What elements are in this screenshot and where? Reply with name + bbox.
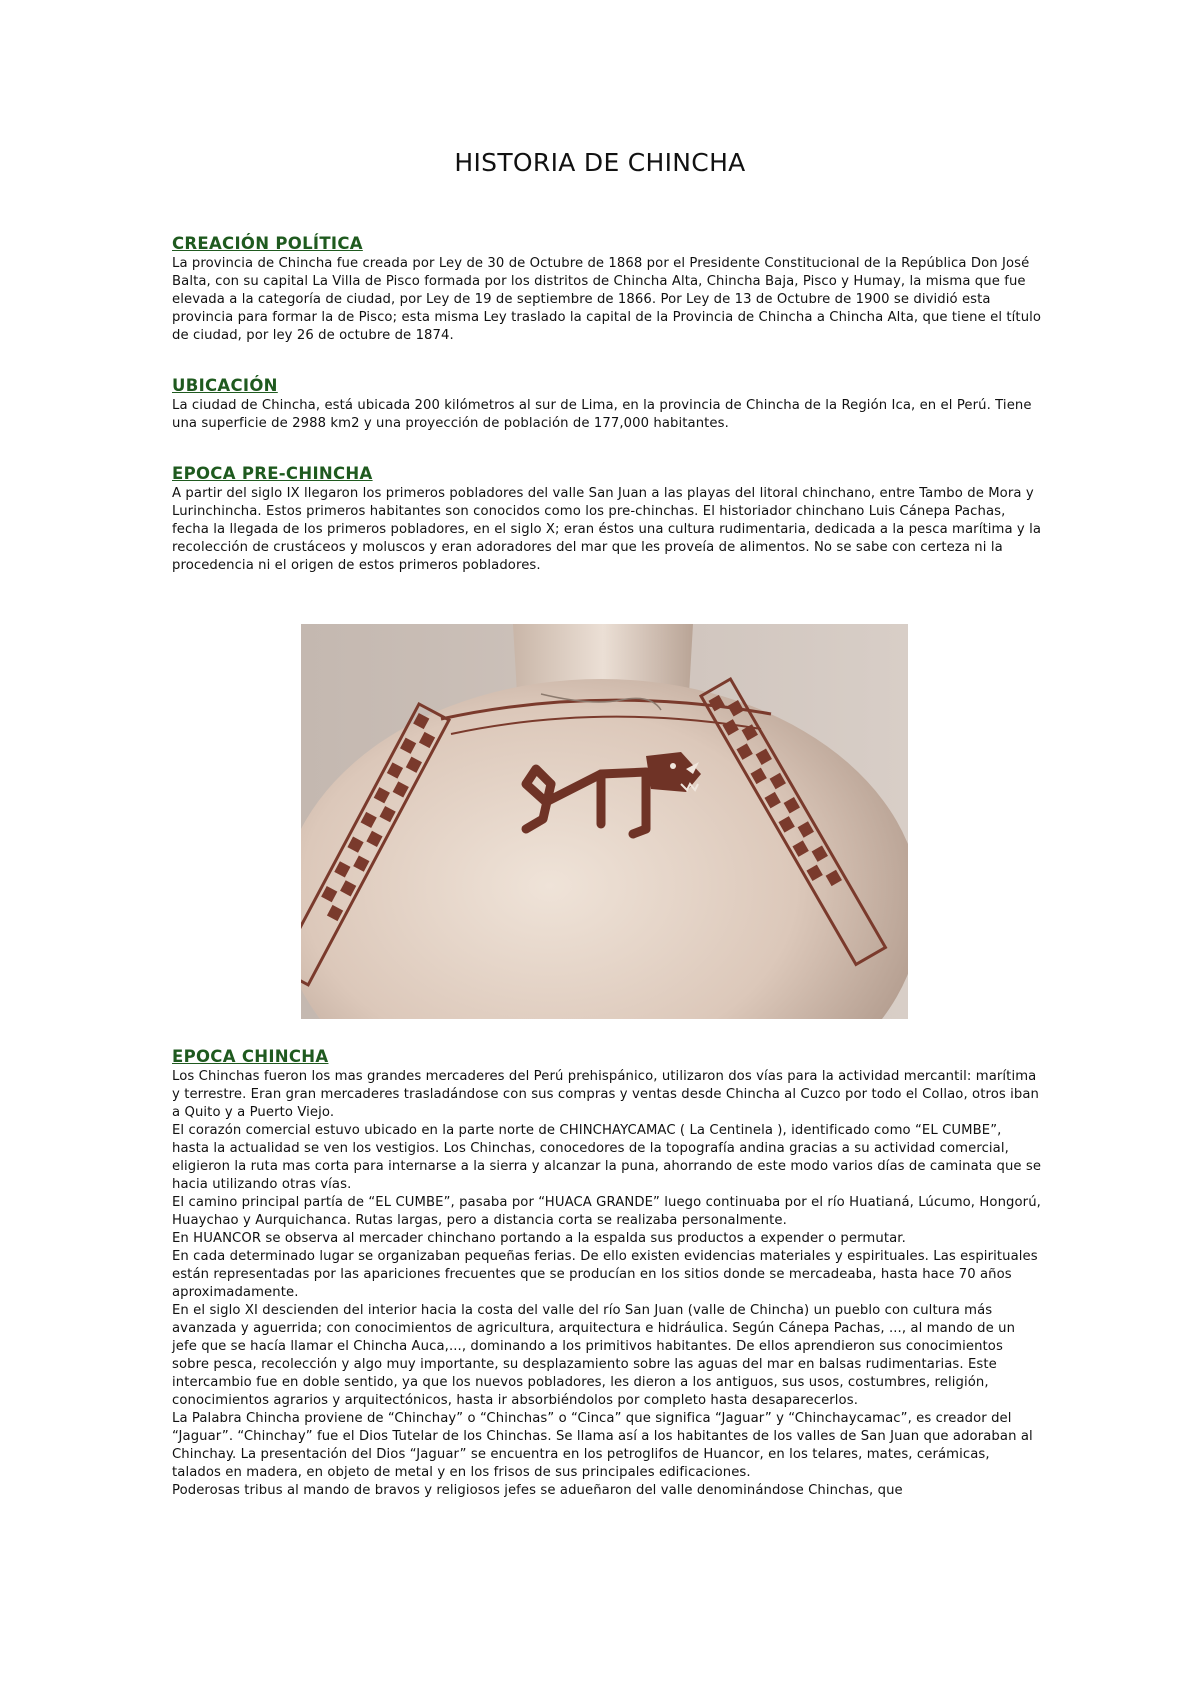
paragraph: A partir del siglo IX llegaron los primeros pobladores del valle San Juan a las playas del litoral chinchano, entre Tambo de Mora y Lurinchincha. Estos primeros habitantes son conocidos como los pre-chinchas. El historiador chinchano Luis Cánepa Pachas, fecha la llegada de los primeros pobladores, en el siglo X; eran éstos una cultura rudimentaria, dedicada a la pesca marítima y la recolección de crustáceos y moluscos y eran adoradores del mar que les proveía de alimentos. No se sabe con certeza ni la procedencia ni el origen de estos primeros pobladores.	[172, 486, 1042, 573]
paragraph: El corazón comercial estuvo ubicado en la parte norte de CHINCHAYCAMAC ( La Centinela ), identificado como “EL CUMBE”, hasta la actualidad se ven los vestigios. Los Chinchas, conocedores de la topografía andina gracias a su actividad comercial, eligieron la ruta mas corta para internarse a la sierra y alcanzar la puna, ahorrando de este modo varios días de caminata que se hacia utilizando otras vías.	[172, 1123, 1042, 1192]
paragraph: El camino principal partía de “EL CUMBE”, pasaba por “HUACA GRANDE” luego continuaba por el río Huatianá, Lúcumo, Hongorú, Huaychao y Aurquichanca. Rutas largas, pero a distancia corta se realizaba personalmente.	[172, 1195, 1041, 1228]
section-heading: UBICACIÓN	[172, 376, 278, 395]
vessel-illustration	[301, 624, 908, 1019]
paragraph: La ciudad de Chincha, está ubicada 200 kilómetros al sur de Lima, en la provincia de Chincha de la Región Ica, en el Perú. Tiene una superficie de 2988 km2 y una proyección de población de 177,000 habitantes.	[172, 398, 1032, 431]
paragraph: En cada determinado lugar se organizaban pequeñas ferias. De ello existen evidencias materiales y espirituales. Las espirituales están representadas por las apariciones frecuentes que se producían en los sitios donde se mercadeaba, hasta hace 70 años aproximadamente.	[172, 1249, 1038, 1300]
paragraph: La Palabra Chincha proviene de “Chinchay” o “Chinchas” o “Cinca” que significa “Jaguar” y “Chinchaycamac”, es creador del “Jaguar”. “Chinchay” fue el Dios Tutelar de los Chinchas. Se llama así a los habitantes de los valles de San Juan que adoraban al Chinchay. La presentación del Dios “Jaguar” se encuentra en los petroglifos de Huancor, en los telares, mates, cerámicas, talados en madera, en objeto de metal y en los frisos de sus principales edificaciones.	[172, 1411, 1033, 1480]
paragraph: La provincia de Chincha fue creada por Ley de 30 de Octubre de 1868 por el Presidente Constitucional de la República Don José Balta, con su capital La Villa de Pisco formada por los distritos de Chincha Alta, Chincha Baja, Pisco y Humay, la misma que fue elevada a la categoría de ciudad, por Ley de 19 de septiembre de 1866. Por Ley de 13 de Octubre de 1900 se dividió esta provincia para formar la de Pisco; esta misma Ley traslado la capital de la Provincia de Chincha a Chincha Alta, que tiene el título de ciudad, por ley 26 de octubre de 1874.	[172, 256, 1042, 343]
section-heading: EPOCA CHINCHA	[172, 1047, 329, 1066]
section-epoca-chincha	[172, 1046, 1042, 1500]
paragraph: En HUANCOR se observa al mercader chinchano portando a la espalda sus productos a expender o permutar.	[172, 1231, 906, 1246]
page-title: HISTORIA DE CHINCHA	[454, 148, 746, 177]
section-heading: CREACIÓN POLÍTICA	[172, 234, 363, 253]
paragraph: Poderosas tribus al mando de bravos y religiosos jefes se adueñaron del valle denominándose Chinchas, que	[172, 1483, 903, 1498]
section-ubicacion	[172, 375, 1042, 433]
paragraph: Los Chinchas fueron los mas grandes mercaderes del Perú prehispánico, utilizaron dos vías para la actividad mercantil: marítima y terrestre. Eran gran mercaderes trasladándose con sus compras y ventas desde Chincha al Cuzco por todo el Collao, otros iban a Quito y a Puerto Viejo.	[172, 1069, 1040, 1120]
section-epoca-pre-chincha	[172, 463, 1042, 575]
section-heading: EPOCA PRE-CHINCHA	[172, 464, 373, 483]
section-creacion-politica	[172, 233, 1042, 345]
ceramic-vessel-photo	[301, 624, 908, 1019]
paragraph: En el siglo XI descienden del interior hacia la costa del valle del río San Juan (valle de Chincha) un pueblo con cultura más avanzada y aguerrida; con conocimientos de agricultura, arquitectura e hidráulica. Según Cánepa Pachas, ..., al mando de un jefe que se hacía llamar el Chincha Auca,..., dominando a los primitivos habitantes. De ellos aprendieron sus conocimientos sobre pesca, recolección y algo muy importante, su desplazamiento sobre las aguas del mar en balsas rudimentarias. Este intercambio fue en doble sentido, ya que los nuevos pobladores, les dieron a los antiguos, sus usos, costumbres, religión, conocimientos agrarios y arquitectónicos, hasta ir absorbiéndolos por completo hasta desaparecerlos.	[172, 1303, 1016, 1408]
